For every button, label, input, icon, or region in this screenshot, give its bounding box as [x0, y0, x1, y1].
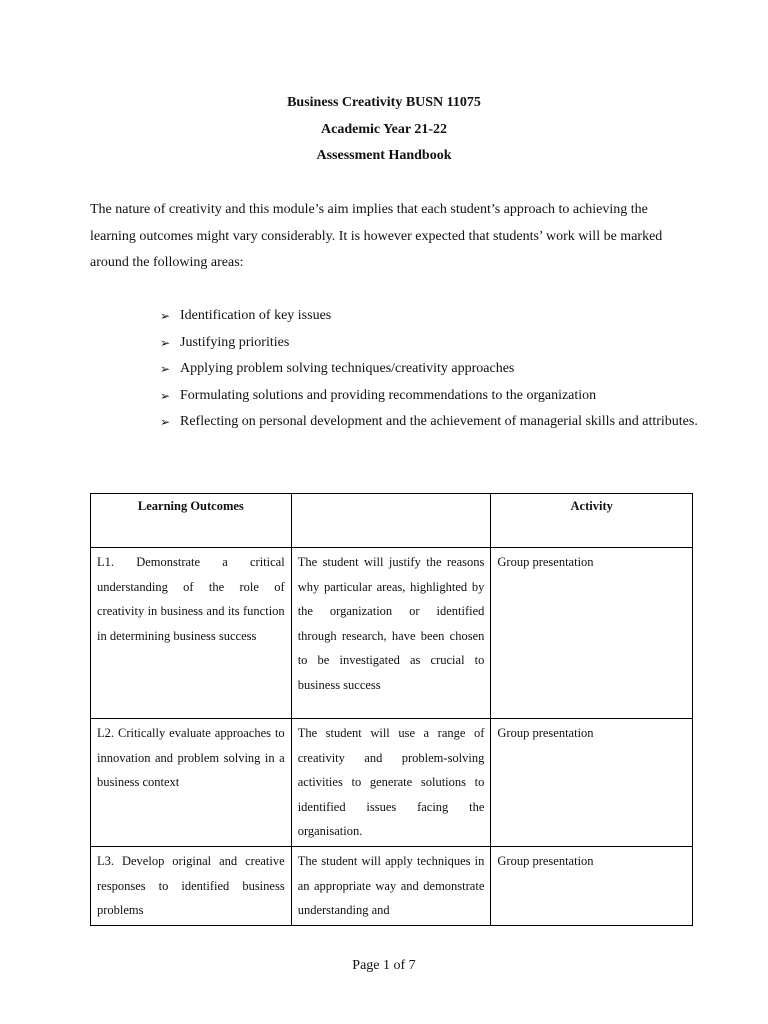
- header-description: [291, 494, 491, 548]
- activity-cell: Group presentation: [491, 548, 693, 719]
- arrow-bullet-icon: ➢: [160, 309, 171, 323]
- learning-outcomes-table: [90, 493, 693, 926]
- outcome-cell: L2. Critically evaluate approaches to innovation and problem solving in a business context: [91, 719, 292, 847]
- list-item: ➢ Justifying priorities: [160, 330, 700, 357]
- header-activity: Activity: [491, 494, 693, 548]
- table-row: [91, 548, 693, 719]
- description-cell: The student will apply techniques in an appropriate way and demonstrate understanding and: [291, 846, 491, 925]
- academic-year: Academic Year 21-22: [321, 121, 447, 137]
- table-row: [91, 719, 693, 847]
- list-item: ➢ Reflecting on personal development and the achievement of managerial skills and attributes.: [160, 409, 700, 436]
- intro-paragraph: The nature of creativity and this module’s aim implies that each student’s approach to achieving the learning outcomes might vary considerably. It is however expected that students’ work will be marked around the following areas:: [90, 202, 663, 270]
- list-item: ➢ Formulating solutions and providing recommendations to the organization: [160, 383, 700, 410]
- description-cell: The student will justify the reasons why particular areas, highlighted by the organization or identified through research, have been chosen to be investigated as crucial to business success: [291, 548, 491, 719]
- handbook-title: Assessment Handbook: [316, 148, 452, 163]
- description-cell: The student will use a range of creativity and problem-solving activities to generate solutions to identified issues facing the organisation.: [291, 719, 491, 847]
- list-item: ➢ Applying problem solving techniques/creativity approaches: [160, 356, 700, 383]
- header-learning-outcomes: Learning Outcomes: [91, 494, 292, 548]
- page-number: Page 1 of 7: [352, 958, 416, 973]
- arrow-bullet-icon: ➢: [160, 388, 171, 403]
- arrow-bullet-icon: ➢: [160, 335, 171, 350]
- table-row: [91, 846, 693, 925]
- arrow-bullet-icon: ➢: [160, 362, 171, 376]
- activity-cell: Group presentation: [491, 846, 693, 925]
- course-title: Business Creativity BUSN 11075: [287, 95, 481, 110]
- outcome-cell: L1. Demonstrate a critical understanding of the role of creativity in business and its function in determining business success: [91, 548, 292, 719]
- arrow-bullet-icon: ➢: [160, 415, 171, 429]
- assessment-areas-list: [160, 303, 700, 436]
- title-block: [0, 90, 768, 170]
- activity-cell: Group presentation: [491, 719, 693, 847]
- table-header-row: [91, 494, 693, 548]
- list-item: ➢ Identification of key issues: [160, 303, 700, 330]
- outcome-cell: L3. Develop original and creative responses to identified business problems: [91, 846, 292, 925]
